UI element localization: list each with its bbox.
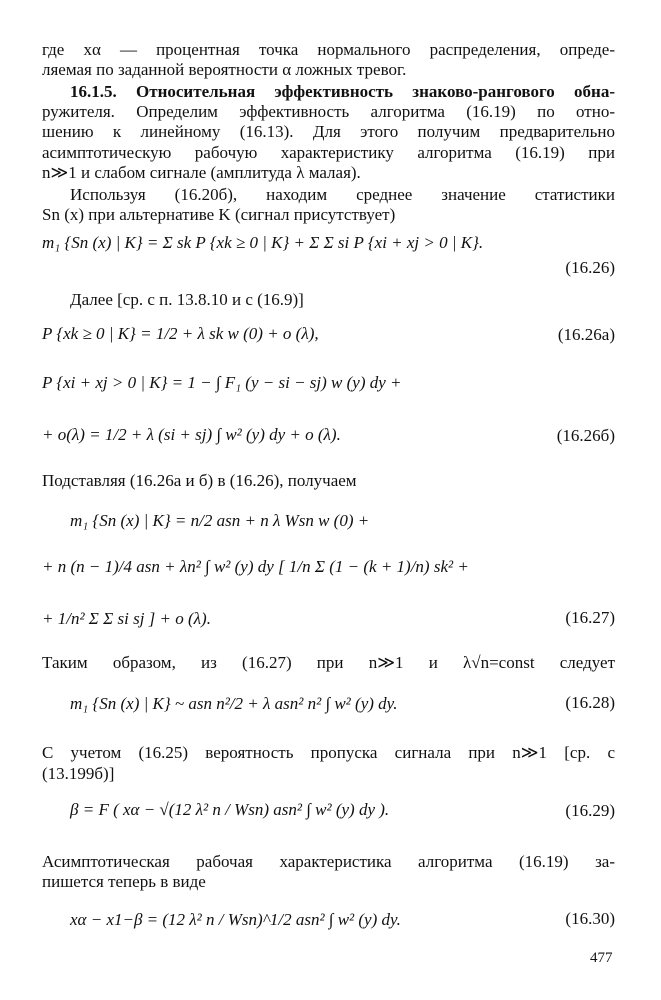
equation-16-27-line1: m₁ {Sn (x) | K} = n/2 asn + n λ Wsn w (0) + xyxy=(70,511,370,530)
eqnum-16-30: (16.30) xyxy=(565,909,615,928)
text-line-7: n≫1 и слабом сигнале (амплитуда λ малая). xyxy=(42,163,361,182)
eqnum-16-26a: (16.26а) xyxy=(557,325,615,344)
text-line-4: ружителя. Определим эффективность алгоритма (16.19) по отно- xyxy=(42,102,615,121)
section-heading: 16.1.5. Относительная эффективность знаково-рангового обна- xyxy=(70,82,615,101)
text-line-15: Асимптотическая рабочая характеристика алгоритма (16.19) за- xyxy=(42,852,615,871)
equation-16-27-line2: + n (n − 1)/4 asn + λn² ∫ w² (y) dy [ 1/n Σ (1 − (k + 1)/n) sk² + xyxy=(42,557,469,576)
text-line-11: Подставляя (16.26а и б) в (16.26), получаем xyxy=(42,471,357,490)
equation-16-27-line3: + 1/n² Σ Σ si sj ] + o (λ). xyxy=(42,609,211,628)
eqnum-16-28: (16.28) xyxy=(565,693,615,712)
equation-16-30: xα − x1−β = (12 λ² n / Wsn)^1/2 asn² ∫ w² (y) dy. xyxy=(70,910,401,929)
equation-16-28: m₁ {Sn (x) | K} ~ asn n²/2 + λ asn² n² ∫ w² (y) dy. xyxy=(70,694,398,713)
text-line-5: шению к линейному (16.13). Для этого получим предварительно xyxy=(42,122,615,141)
text-line-6: асимптотическую рабочую характеристику алгоритма (16.19) при xyxy=(42,143,615,162)
text-line-13: С учетом (16.25) вероятность пропуска сигнала при n≫1 [ср. с xyxy=(42,743,615,762)
eqnum-16-29: (16.29) xyxy=(565,801,615,820)
text-line-10: Далее [ср. с п. 13.8.10 и с (16.9)] xyxy=(70,290,304,309)
text-line-2: ляемая по заданной вероятности α ложных тревог. xyxy=(42,60,407,79)
eqnum-16-26b: (16.26б) xyxy=(556,426,615,445)
equation-16-26: m₁ {Sn (x) | K} = Σ sk P {xk ≥ 0 | K} + Σ Σ si P {xi + xj > 0 | K}. xyxy=(42,233,484,252)
text-line-9: Sn (x) при альтернативе K (сигнал присутствует) xyxy=(42,205,396,224)
text-line-12: Таким образом, из (16.27) при n≫1 и λ√n=const следует xyxy=(42,653,615,672)
text-line-1: где xα — процентная точка нормального распределения, опреде- xyxy=(42,40,615,59)
equation-16-29: β = F ( xα − √(12 λ² n / Wsn) asn² ∫ w² (y) dy ). xyxy=(70,800,390,819)
eqnum-16-27: (16.27) xyxy=(565,608,615,627)
eqnum-16-26: (16.26) xyxy=(565,258,615,277)
text-line-8: Используя (16.20б), находим среднее значение статистики xyxy=(70,185,615,204)
text-line-16: пишется теперь в виде xyxy=(42,872,206,891)
equation-16-26b-line2: + o(λ) = 1/2 + λ (si + sj) ∫ w² (y) dy + o (λ). xyxy=(42,425,341,444)
text-line-14: (13.199б)] xyxy=(42,764,115,783)
equation-16-26a: P {xk ≥ 0 | K} = 1/2 + λ sk w (0) + o (λ), xyxy=(42,324,319,343)
page-number: 477 xyxy=(590,950,613,966)
equation-16-26b-line1: P {xi + xj > 0 | K} = 1 − ∫ F₁ (y − si − sj) w (y) dy + xyxy=(42,373,402,392)
